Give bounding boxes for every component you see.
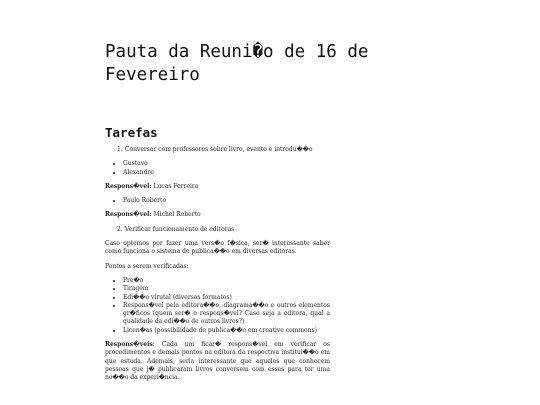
list-item: • Pre�o xyxy=(123,277,330,285)
page-title: Pauta da Reuni�o de 16 de Fevereiro xyxy=(105,42,369,85)
final-paragraph xyxy=(105,341,330,382)
paragraph: Caso optemos por fazer uma vers�o f�sica, ser� interessante saber como funciona o sistema de publica��o em diversas editoras. xyxy=(105,240,330,256)
list-item: • Respons�vel pela editora��o, diagrama��o e outros elementos gr�ficos (quem ser� o respons�vel? Caso seja a editora, qual a qualidade da edi��o de outros livros?) xyxy=(123,302,330,327)
document-body xyxy=(105,146,330,389)
task-list-1 xyxy=(105,146,330,154)
task-item-2 xyxy=(117,226,330,234)
list-item: • Licen�as (possibilidade de publica��o em creative commons) xyxy=(123,327,330,335)
responsible-label: Respons�vel: xyxy=(105,211,152,219)
responsible-value: Lucas Ferreira xyxy=(153,182,199,190)
list-item: • Tiragem xyxy=(123,285,330,293)
people-list-2 xyxy=(105,197,330,205)
responsible-label: Respons�vel: xyxy=(105,182,152,190)
task-text: Verificar funcionamento de editoras xyxy=(124,225,235,233)
task-text: Conversar com professores sobre livro, evento e introdu��o xyxy=(124,146,313,153)
paragraph: Pontos a serem verificadas: xyxy=(105,262,189,270)
list-item: • Edi��o virutal (diversos formatos) xyxy=(123,294,330,302)
section-title-tarefas: Tarefas xyxy=(105,125,158,140)
responsible-value: Michel Roberto xyxy=(153,211,201,219)
final-label: Respons�veis xyxy=(105,341,153,349)
responsible-line-2 xyxy=(105,211,330,219)
list-item: • Alexandre xyxy=(123,169,330,177)
task-number: 2. xyxy=(117,225,123,233)
list-item: • Gustavo xyxy=(123,160,330,168)
task-item-1 xyxy=(117,146,330,154)
people-list-1 xyxy=(105,160,330,177)
points-list xyxy=(105,277,330,335)
final-text: : Cada um ficar� respons�vel em verificar os procedimentos e demais pontos na editora da respectiva institui��o em que estuda. Ademais, seria interessante que aqueles que conhecem pessoas que j� publicaram livros conversem com esses para ter uma no��o da experi�ncia. xyxy=(105,341,330,382)
task-list-2 xyxy=(105,226,330,234)
task-number: 1. xyxy=(117,146,123,153)
responsible-line-1 xyxy=(105,183,330,191)
list-item: • Paulo Roberto xyxy=(123,197,330,205)
